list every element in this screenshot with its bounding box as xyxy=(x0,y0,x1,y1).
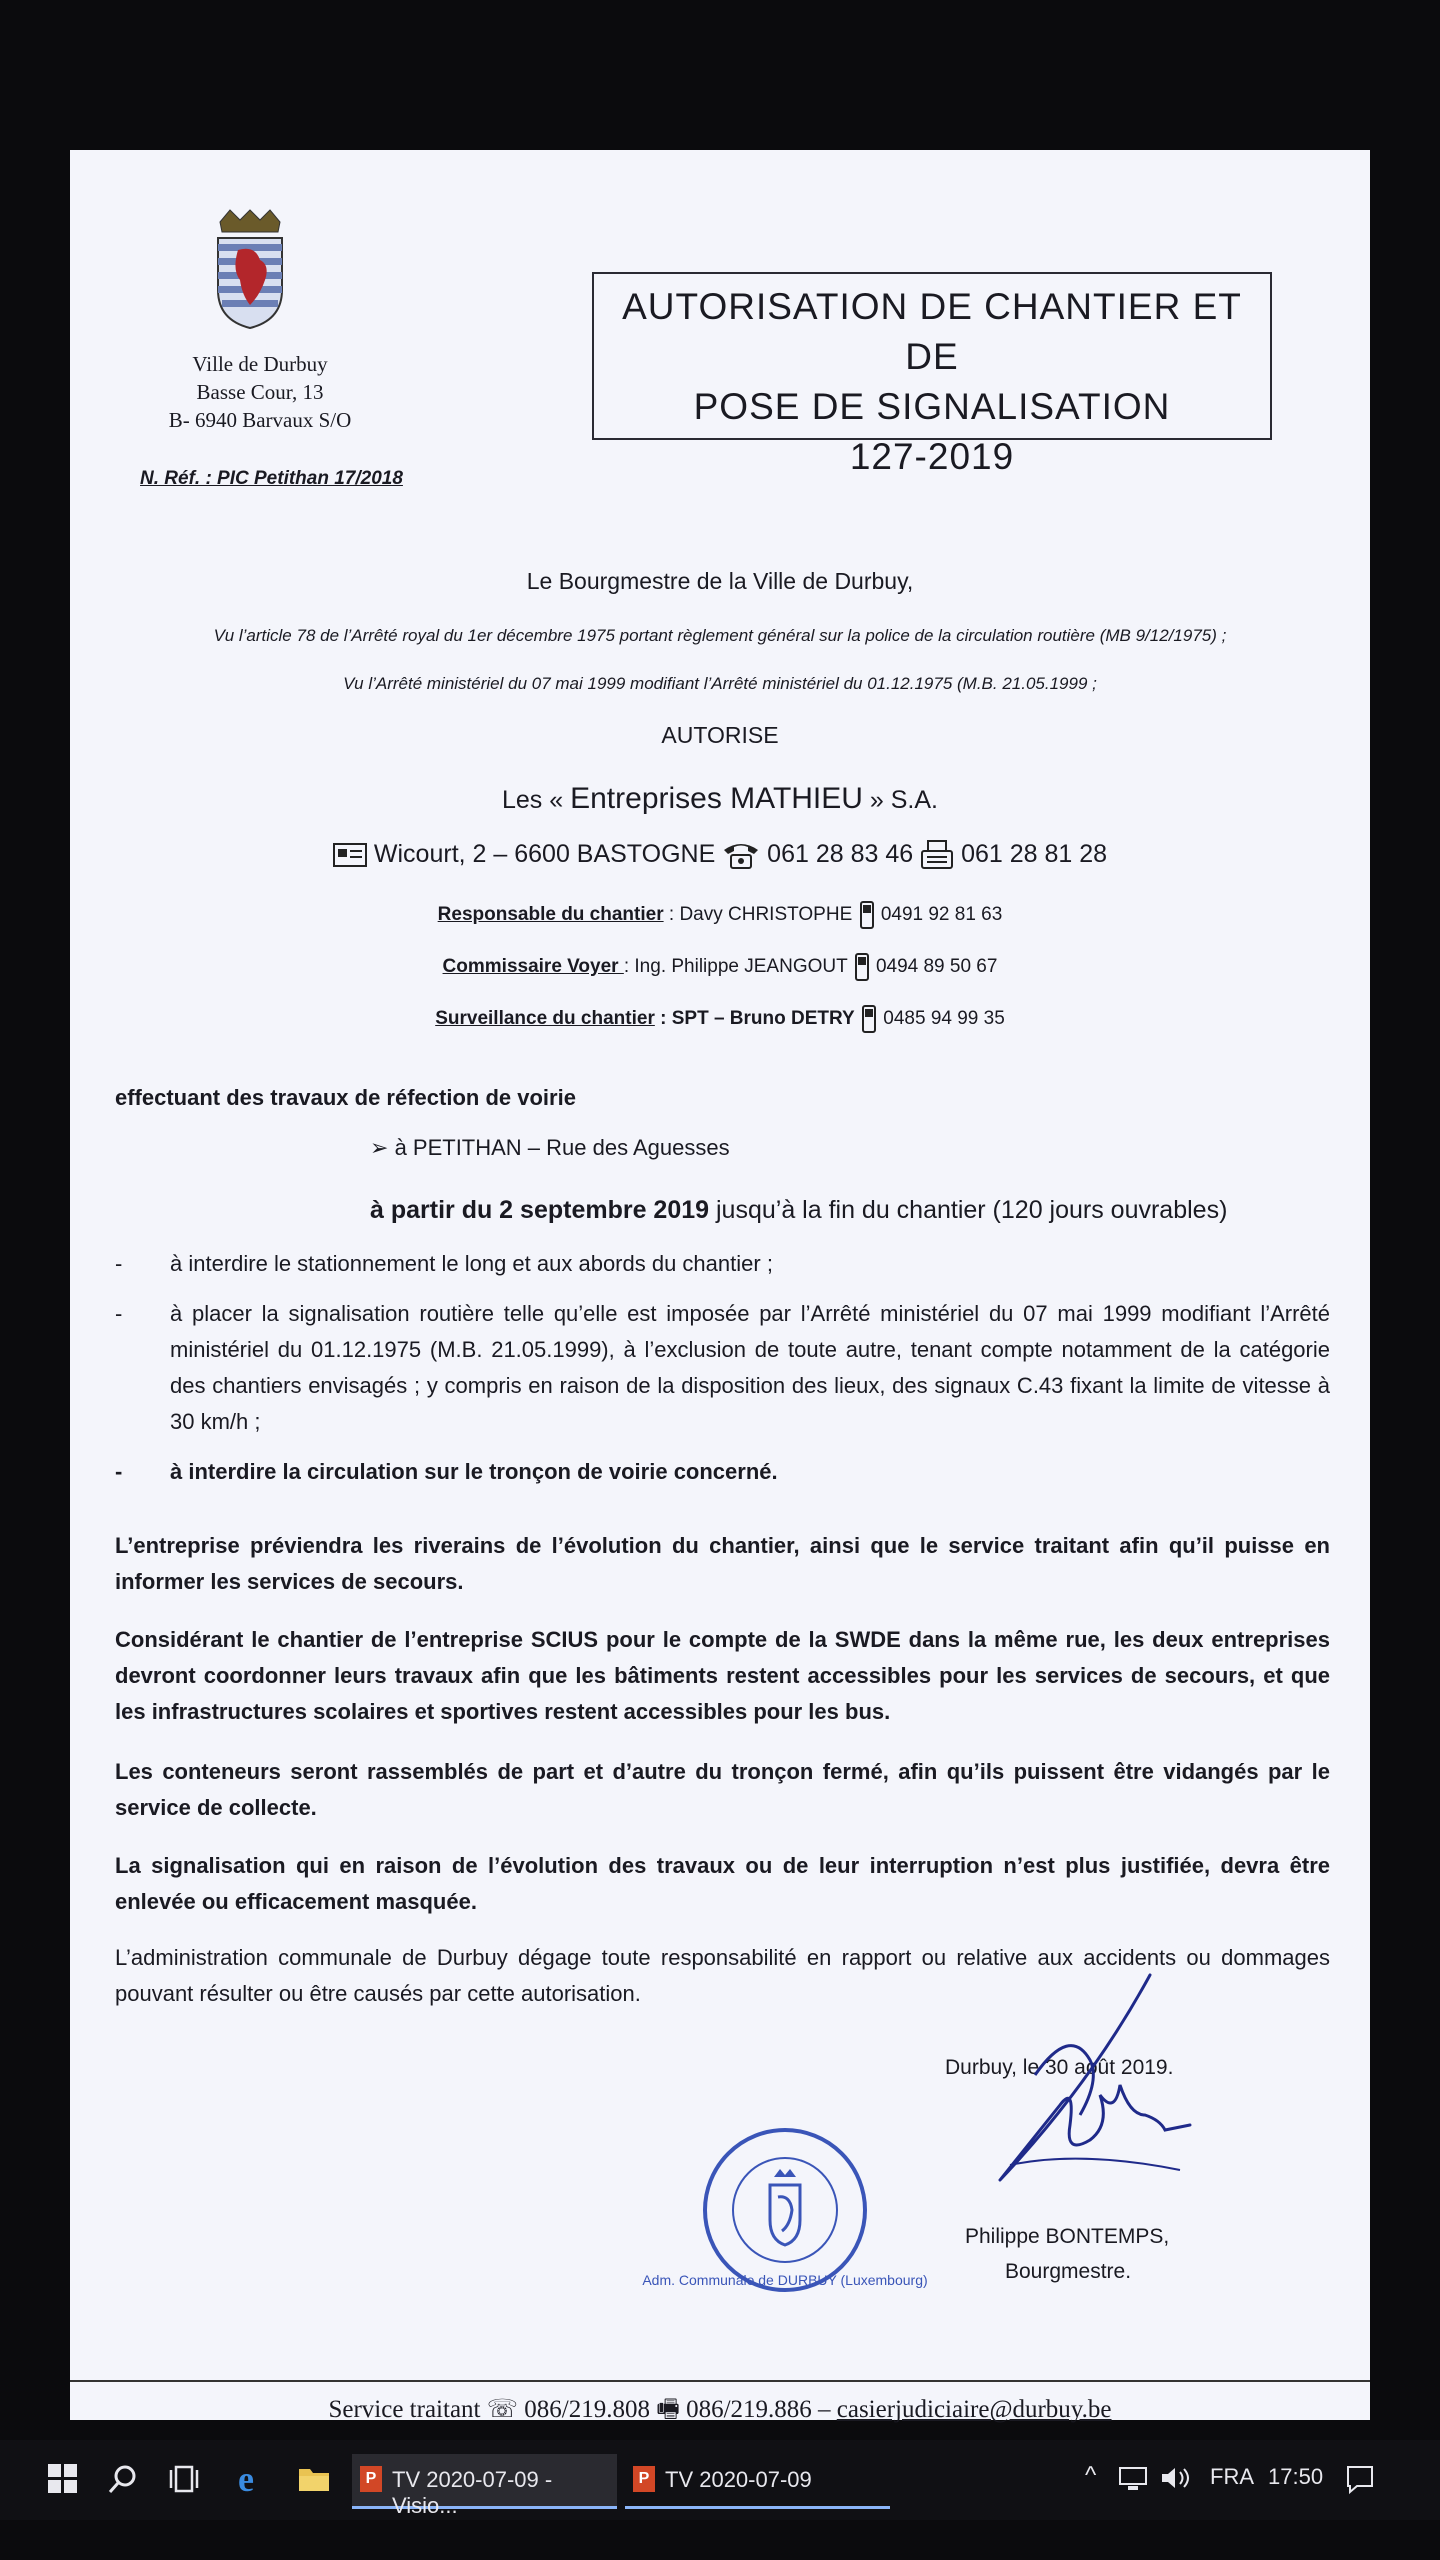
document-page xyxy=(70,150,1370,2423)
telephone-icon xyxy=(722,840,760,870)
task-view-icon[interactable] xyxy=(168,2464,200,2494)
company-prefix: Les « xyxy=(502,786,571,814)
input-language[interactable]: FRA xyxy=(1210,2464,1254,2489)
notice-paragraph: La signalisation qui en raison de l’évolution des travaux ou de leur interruption n’est plus justifiée, devra être enlevée ou efficacement masquée. xyxy=(115,1853,1330,1914)
notice-paragraph: Les conteneurs seront rassemblés de part et d’autre du tronçon fermé, afin qu’ils puissent être vidangés par le service de collecte. xyxy=(115,1759,1330,1820)
system-clock[interactable]: 17:50 xyxy=(1268,2464,1324,2489)
fax-icon xyxy=(920,840,954,870)
works-location: à PETITHAN – Rue des Aguesses xyxy=(394,1135,730,1160)
title-line-2: POSE DE SIGNALISATION xyxy=(693,386,1171,427)
document-app-icon: P xyxy=(633,2466,655,2492)
telephone-icon: ☏ xyxy=(486,2396,518,2423)
disclaimer: L’administration communale de Durbuy dégage toute responsabilité en rapport ou relative aux accidents ou dommages pouvant résulter ou être causés par cette autorisation. xyxy=(115,1945,1330,2006)
contact-role: Responsable du chantier xyxy=(437,904,664,926)
taskbar-app-label: TV 2020-07-09 xyxy=(665,2467,812,2492)
works-location-line xyxy=(370,1135,730,1161)
title-line-1: AUTORISATION DE CHANTIER ET DE xyxy=(622,286,1242,377)
show-hidden-icons-chevron-icon[interactable]: ^ xyxy=(1085,2462,1097,2489)
durbuy-coat-of-arms-icon xyxy=(210,210,290,330)
taskbar-app-label: TV 2020-07-09 - Visio... xyxy=(392,2467,553,2518)
condition-item: - à placer la signalisation routière telle qu’elle est imposée par l’Arrêté ministériel du 07 mai 1999 modifiant l’Arrêté ministériel du 01.12.1975 (M.B. 21.05.1999), à l’exclusion de toute autre, tenant compte notamment de la catégorie des chantiers envisagés ; y compris en raison de la disposition des lieux, des signaux C.43 fixant la limite de vitesse à 30 km/h ; xyxy=(115,1301,1330,1434)
town-address-line1: Basse Cour, 13 xyxy=(196,380,324,404)
volume-icon[interactable] xyxy=(1160,2464,1194,2492)
fax-icon: 🖷 xyxy=(656,2396,680,2423)
town-name: Ville de Durbuy xyxy=(192,352,328,376)
signatory-role: Bourgmestre. xyxy=(1005,2260,1132,2283)
contact-row xyxy=(70,900,1370,930)
company-name: Entreprises MATHIEU xyxy=(570,782,863,815)
mobile-phone-icon xyxy=(853,952,871,982)
condition-text: à interdire la circulation sur le tronçon de voirie concerné. xyxy=(170,1459,778,1484)
contact-phone: 0491 92 81 63 xyxy=(880,904,1003,926)
company-fax: 061 28 81 28 xyxy=(961,840,1108,868)
mobile-phone-icon xyxy=(860,1004,878,1034)
company-name-line xyxy=(70,782,1370,816)
condition-item: - à interdire la circulation sur le tronçon de voirie concerné. xyxy=(115,1459,778,1484)
edge-browser-icon[interactable]: e xyxy=(238,2459,254,2499)
footer-divider xyxy=(70,2380,1370,2382)
condition-text: à placer la signalisation routière telle qu’elle est imposée par l’Arrêté ministériel du 07 mai 1999 modifiant l’Arrêté ministériel du 01.12.1975 (M.B. 21.05.1999), à l’exclusion de toute autre, tenant compte notamment de la catégorie des chantiers envisagés ; y compris en raison de la disposition des lieux, des signaux C.43 fixant la limite de vitesse à 30 km/h ; xyxy=(170,1301,1330,1434)
contact-phone: 0485 94 99 35 xyxy=(883,1008,1005,1030)
taskbar-app-button[interactable] xyxy=(625,2454,890,2509)
contact-person: : Davy CHRISTOPHE xyxy=(663,904,853,926)
windows-start-icon[interactable] xyxy=(48,2464,78,2494)
town-address-line2: B- 6940 Barvaux S/O xyxy=(168,408,352,432)
title-line-3: 127-2019 xyxy=(849,436,1015,477)
taskbar xyxy=(0,2440,1440,2520)
company-phone: 061 28 83 46 xyxy=(767,840,914,868)
works-end: jusqu’à la fin du chantier (120 jours ouvrables) xyxy=(709,1196,1228,1224)
notice-paragraph: L’entreprise préviendra les riverains de l’évolution du chantier, ainsi que le service traitant afin qu’il puisse en informer les services de secours. xyxy=(115,1533,1330,1594)
powerpoint-icon: P xyxy=(360,2466,382,2492)
official-stamp xyxy=(642,2125,928,2295)
condition-text: à interdire le stationnement le long et aux abords du chantier ; xyxy=(170,1251,773,1276)
mobile-phone-icon xyxy=(858,900,876,930)
contact-row xyxy=(70,1004,1370,1034)
company-contact-line xyxy=(70,840,1370,870)
place-date: Durbuy, le 30 août 2019. xyxy=(945,2056,1174,2079)
company-address: Wicourt, 2 – 6600 BASTOGNE xyxy=(373,840,716,868)
signatory-name: Philippe BONTEMPS, xyxy=(965,2225,1170,2248)
legal-basis-1: Vu l’article 78 de l’Arrêté royal du 1er décembre 1975 portant règlement général sur la police de la circulation routière (MB 9/12/1975) ; xyxy=(213,626,1227,645)
contact-phone: 0494 89 50 67 xyxy=(875,956,998,978)
notice-paragraph: Considérant le chantier de l’entreprise SCIUS pour le compte de la SWDE dans la même rue, les deux entreprises devront coordonner leurs travaux afin que les bâtiments restent accessibles pour les services de secours, et que les infrastructures scolaires et sportives restent accessibles pour les bus. xyxy=(115,1627,1330,1724)
contact-person: : SPT – Bruno DETRY xyxy=(654,1008,855,1030)
contact-person: : Ing. Philippe JEANGOUT xyxy=(623,956,848,978)
document-title-box xyxy=(592,272,1272,477)
file-explorer-icon[interactable] xyxy=(298,2464,330,2492)
works-intro: effectuant des travaux de réfection de voirie xyxy=(115,1085,576,1110)
footer-fax: 086/219.886 xyxy=(686,2396,812,2423)
network-icon[interactable] xyxy=(1118,2464,1148,2492)
footer-label: Service traitant xyxy=(328,2396,481,2423)
arrow-bullet-icon: ➢ xyxy=(370,1135,389,1160)
legal-basis-2: Vu l’Arrêté ministériel du 07 mai 1999 modifiant l’Arrêté ministériel du 01.12.1975 (M.B. 21.05.1999 ; xyxy=(343,674,1097,693)
notifications-icon[interactable] xyxy=(1345,2464,1375,2494)
town-address-block xyxy=(130,350,390,434)
works-period xyxy=(370,1196,1227,1225)
conditions-list xyxy=(115,1246,1330,1490)
footer-phone: 086/219.808 xyxy=(524,2396,650,2423)
contact-role: Commissaire Voyer xyxy=(442,956,624,978)
mayor-line: Le Bourgmestre de la Ville de Durbuy, xyxy=(526,568,914,594)
autorise-heading: AUTORISE xyxy=(661,722,779,748)
search-icon[interactable] xyxy=(108,2464,138,2494)
works-start-date: à partir du 2 septembre 2019 xyxy=(370,1196,710,1224)
stamp-text: Adm. Communale de DURBUY (Luxembourg) xyxy=(642,2272,928,2288)
contact-row xyxy=(70,952,1370,982)
address-card-icon xyxy=(333,841,367,869)
condition-item: - à interdire le stationnement le long et aux abords du chantier ; xyxy=(115,1251,773,1276)
reference-number: N. Réf. : PIC Petithan 17/2018 xyxy=(140,468,403,489)
contact-role: Surveillance du chantier xyxy=(435,1008,655,1030)
handwritten-signature xyxy=(940,1965,1250,2195)
taskbar-app-button[interactable] xyxy=(352,2454,617,2518)
footer-email[interactable]: casierjudiciaire@durbuy.be xyxy=(836,2396,1112,2423)
footer-line: Service traitant ☏ 086/219.808 🖷 086/219.886 – casierjudiciaire@durbuy.be xyxy=(328,2396,1112,2423)
company-suffix: » S.A. xyxy=(862,786,938,814)
